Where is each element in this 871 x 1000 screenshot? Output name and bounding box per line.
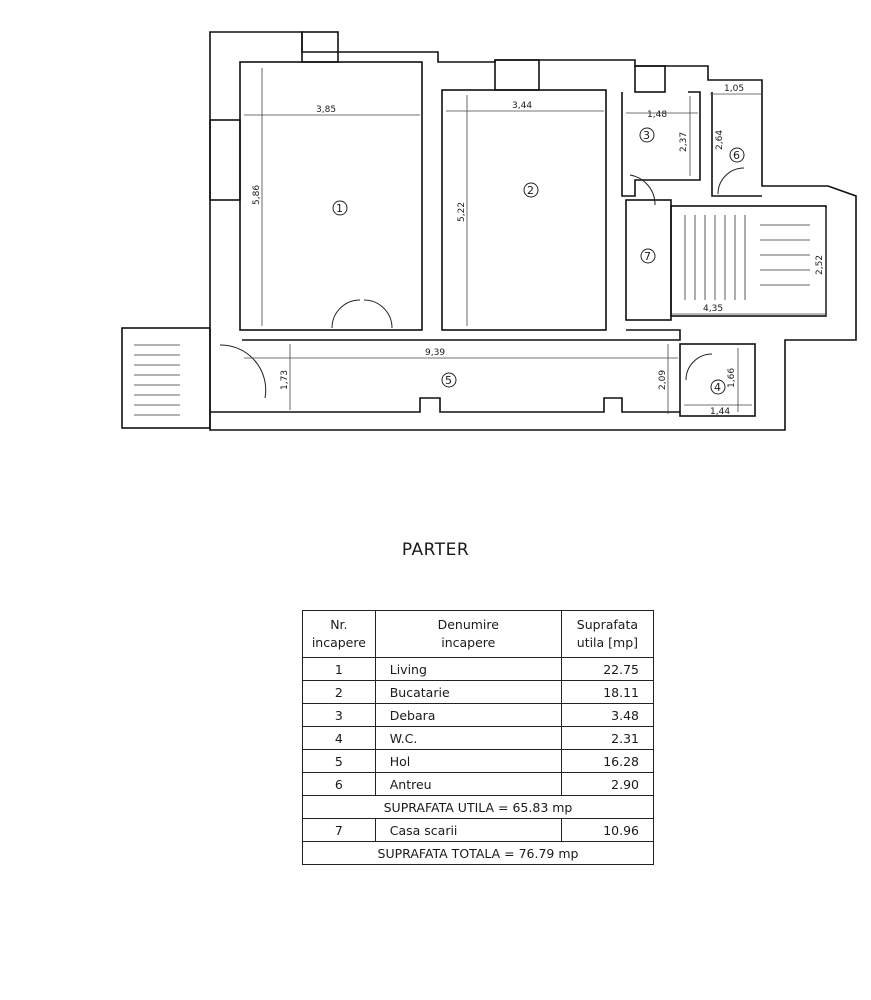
table-row: 3 Debara 3.48 — [303, 704, 654, 727]
table-row: 1 Living 22.75 — [303, 658, 654, 681]
subtotal-row: SUPRAFATA UTILA = 65.83 mp — [303, 796, 654, 819]
header-nr: Nr. incapere — [303, 611, 376, 658]
floor-title: PARTER — [401, 540, 470, 560]
total-row: SUPRAFATA TOTALA = 76.79 mp — [303, 842, 654, 865]
header-area: Suprafata utila [mp] — [561, 611, 653, 658]
room-area-table — [302, 610, 654, 865]
hall-inner-wall — [242, 330, 680, 340]
dim-wc-depth: 1,66 — [727, 367, 737, 388]
table-row: 7 Casa scarii 10.96 — [303, 819, 654, 842]
dim-debara-width: 1,48 — [647, 110, 668, 120]
dim-hall-end-depth: 2,09 — [658, 369, 668, 390]
room-number-1: 1 — [336, 202, 343, 215]
table-row: 6 Antreu 2.90 — [303, 773, 654, 796]
table-row: 5 Hol 16.28 — [303, 750, 654, 773]
header-name: Denumire incapere — [375, 611, 561, 658]
dim-kitchen-depth: 5,22 — [457, 201, 467, 222]
table-row: 2 Bucatarie 18.11 — [303, 681, 654, 704]
staircase-wall — [671, 206, 826, 316]
dim-antreu-depth: 2,64 — [715, 129, 725, 150]
dim-debara-depth: 2,37 — [679, 131, 689, 152]
hall-outer-wall — [210, 398, 680, 412]
dim-hall-length: 9,39 — [425, 348, 446, 358]
left-stair — [122, 328, 210, 428]
room-number-4: 4 — [714, 381, 721, 394]
dim-living-width: 3,85 — [316, 105, 337, 115]
dim-kitchen-width: 3,44 — [512, 101, 533, 111]
room-number-7: 7 — [644, 250, 651, 263]
dim-antreu-width: 1,05 — [724, 84, 745, 94]
outer-wall — [210, 32, 856, 430]
room-number-6: 6 — [733, 149, 740, 162]
room-number-5: 5 — [445, 374, 452, 387]
dim-stair-width: 4,35 — [703, 304, 724, 314]
living-room-wall — [240, 62, 422, 330]
table-header-row — [303, 611, 654, 658]
room-number-2: 2 — [527, 184, 534, 197]
dim-stair-depth: 2,52 — [815, 254, 825, 275]
dim-wc-width: 1,44 — [710, 407, 731, 417]
table-row: 4 W.C. 2.31 — [303, 727, 654, 750]
dim-living-depth: 5,86 — [252, 184, 262, 205]
dim-hall-depth: 1,73 — [280, 369, 290, 390]
room-number-3: 3 — [643, 129, 650, 142]
